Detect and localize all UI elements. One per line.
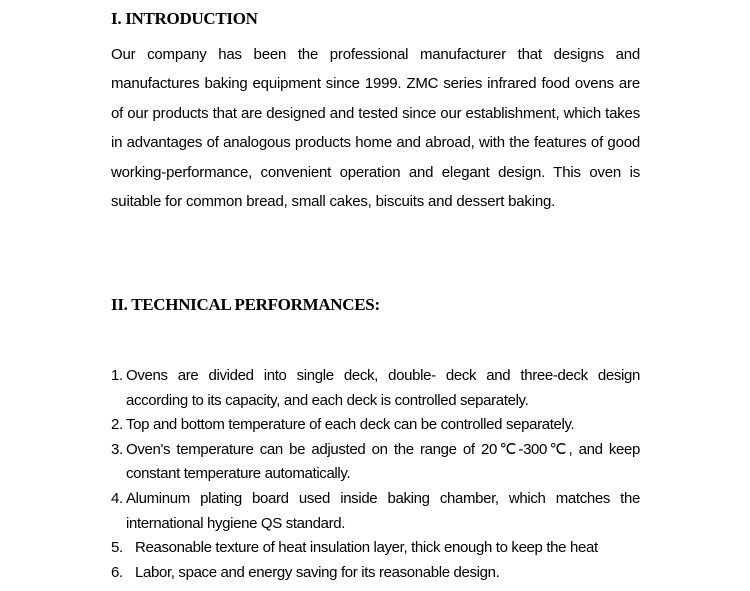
list-item-text: Oven's temperature can be adjusted on the range of 20℃-300℃, and keep constant temperature automatically. — [126, 440, 640, 483]
list-item-text: Reasonable texture of heat insulation layer, thick enough to keep the heat — [135, 539, 598, 557]
list-item-number: 2. — [111, 416, 123, 434]
list-item-text: Top and bottom temperature of each deck can be controlled separately. — [126, 416, 575, 434]
list-item — [111, 536, 640, 561]
list-item — [111, 487, 640, 536]
introduction-paragraph: Our company has been the professional manufacturer that designs and manufactures baking equipment since 1999. ZMC series infrared food ovens are of our products that are designed and tested since our establishment, which takes in advantages of analogous products home and abroad, with the features of good working-performance, convenient operation and elegant design. This oven is suitable for common bread, small cakes, biscuits and dessert baking. — [111, 46, 640, 211]
list-item-number: 1. — [111, 367, 123, 384]
section-heading-introduction: I. INTRODUCTION — [111, 9, 258, 28]
list-item — [111, 413, 640, 438]
list-item-number: 4. — [111, 489, 123, 507]
list-item-text: Aluminum plating board used inside baking chamber, which matches the international hygiene QS standard. — [126, 489, 640, 532]
list-item-number: 5. — [111, 539, 123, 557]
list-item-number: 3. — [111, 440, 123, 458]
list-item — [111, 561, 640, 586]
list-item-text: Ovens are divided into single deck, double- deck and three-deck design according to its capacity, and each deck is controlled separately. — [126, 367, 640, 409]
list-item — [111, 438, 640, 487]
list-item-number: 6. — [111, 563, 123, 581]
list-item — [111, 364, 640, 413]
section-heading-technical-performances: II. TECHNICAL PERFORMANCES: — [111, 295, 380, 314]
technical-performances-list — [111, 364, 640, 585]
list-item-text: Labor, space and energy saving for its reasonable design. — [135, 563, 500, 581]
